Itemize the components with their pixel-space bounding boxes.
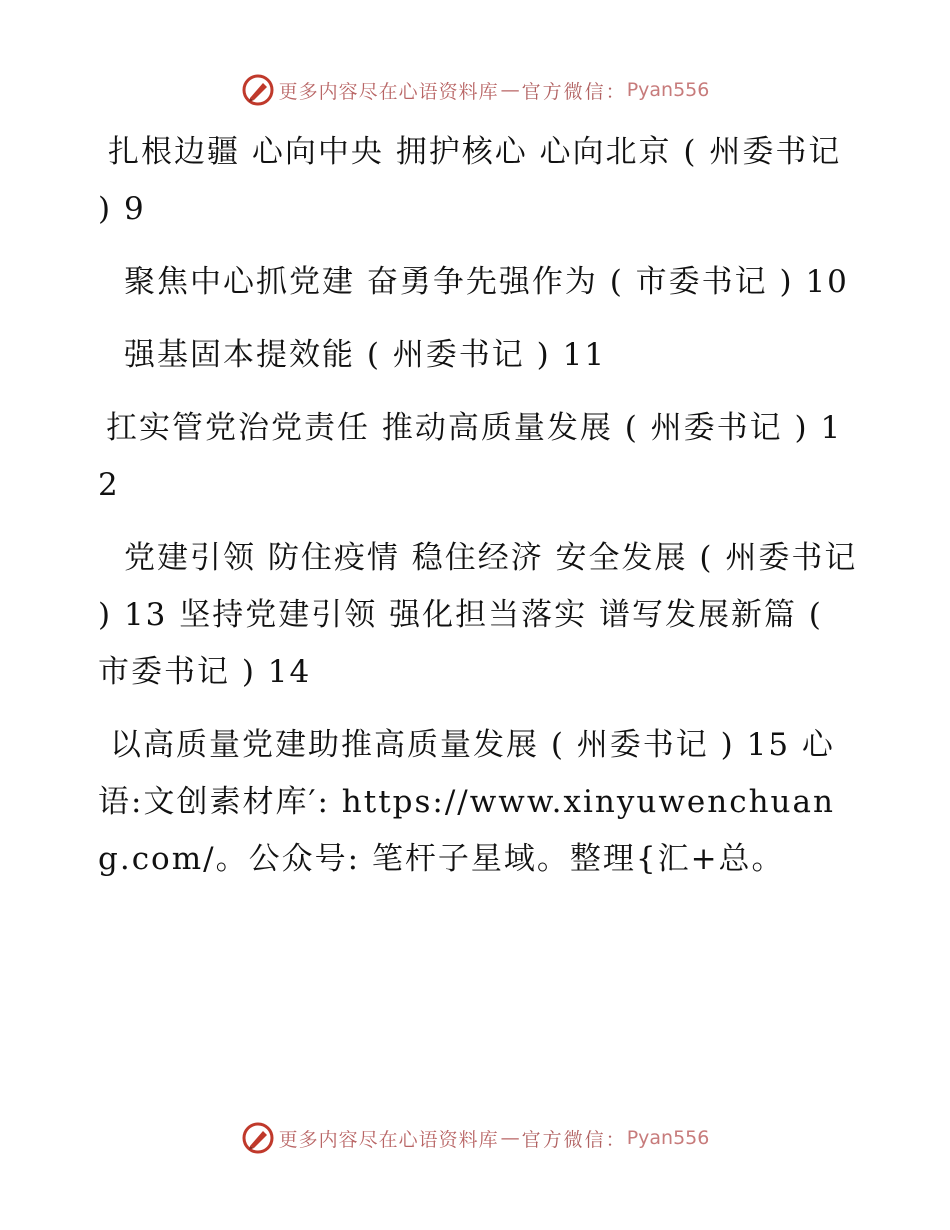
toc-entry-3: 强基固本提效能 ( 州委书记 ) 11 <box>124 337 607 373</box>
document-body <box>98 124 858 888</box>
toc-entry-5: 党建引领 防住疫情 稳住经济 安全发展 ( 州委书记 ) 13 坚持党建引领 强化担当落实 谱写发展新篇 ( 市委书记 ) 14 <box>98 540 858 690</box>
header-slogan: 更多内容尽在心语资料库 <box>278 80 499 103</box>
toc-entry-2: 聚焦中心抓党建 奋勇争先强作为 ( 市委书记 ) 10 <box>124 264 849 300</box>
header-wechat-account: Pyan556 <box>626 79 710 101</box>
toc-entry-6: 以高质量党建助推高质量发展 ( 州委书记 ) 15 心语:文创素材库′: https://www.xinyuwenchuang.com/。公众号: 笔杆子星域。整理{汇+总。 <box>98 727 835 877</box>
footer-dash: — <box>500 1127 520 1149</box>
footer-banner <box>0 1118 950 1158</box>
header-dash: — <box>500 79 520 101</box>
pen-nib-logo-icon <box>241 73 275 107</box>
header-wechat-label: 官方微信： <box>521 80 627 103</box>
toc-entry-1: 扎根边疆 心向中央 拥护核心 心向北京 ( 州委书记 ) 9 <box>98 134 842 227</box>
footer-wechat-label: 官方微信： <box>521 1128 627 1151</box>
footer-wechat-account: Pyan556 <box>626 1127 710 1149</box>
pen-nib-logo-icon <box>241 1121 275 1155</box>
toc-entry-4: 扛实管党治党责任 推动高质量发展 ( 州委书记 ) 12 <box>98 410 843 503</box>
header-banner <box>0 70 950 110</box>
footer-slogan: 更多内容尽在心语资料库 <box>278 1128 499 1151</box>
